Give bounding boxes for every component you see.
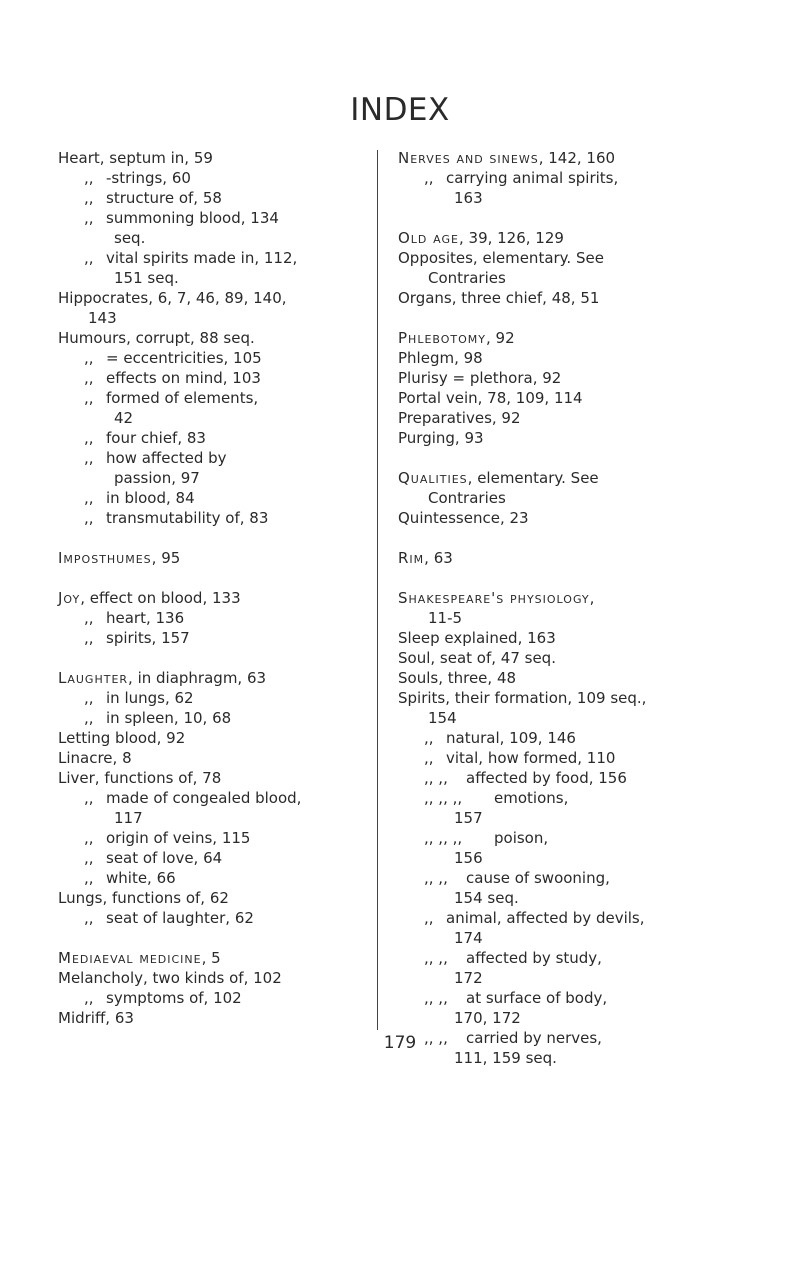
entry-heading: Laughter <box>58 669 129 687</box>
index-entry <box>58 428 348 448</box>
entry-text: at surface of body, <box>466 989 608 1007</box>
entry-text: in blood, 84 <box>106 489 195 507</box>
entry-text: poison, <box>494 829 549 847</box>
entry-continuation: 154 <box>428 709 457 727</box>
entry-continuation: 157 <box>454 809 483 827</box>
ditto-mark: ,, <box>84 209 94 227</box>
index-entry <box>398 368 698 388</box>
entry-heading: Imposthumes <box>58 549 152 567</box>
ditto-mark: ,, <box>84 509 94 527</box>
entry-heading: Qualities <box>398 469 468 487</box>
ditto-mark: ,, ,, <box>424 949 448 967</box>
index-entry <box>398 228 698 248</box>
index-entry <box>398 868 698 908</box>
index-entry <box>398 168 698 208</box>
index-entry <box>398 688 698 728</box>
index-entry <box>58 908 348 928</box>
ditto-mark: ,, <box>84 629 94 647</box>
index-entry <box>398 728 698 748</box>
entry-heading: Rim <box>398 549 425 567</box>
entry-text: , effect on blood, 133 <box>80 589 241 607</box>
index-entry <box>58 1008 348 1028</box>
ditto-mark: ,, ,, ,, <box>424 789 463 807</box>
entry-text: , <box>589 589 595 607</box>
ditto-mark: ,, <box>84 349 94 367</box>
entry-heading: Nerves and sinews <box>398 149 539 167</box>
entry-text: effects on mind, 103 <box>106 369 261 387</box>
index-entry <box>398 908 698 948</box>
entry-text: spirits, 157 <box>106 629 190 647</box>
index-entry <box>398 948 698 988</box>
entry-text: Hippocrates, 6, 7, 46, 89, 140, <box>58 289 287 307</box>
entry-text: , elementary. See <box>467 469 599 487</box>
entry-text: Opposites, elementary. See <box>398 249 604 267</box>
entry-heading: Phlebotomy <box>398 329 486 347</box>
entry-text: formed of elements, <box>106 389 259 407</box>
index-entry <box>398 148 698 168</box>
ditto-mark: ,, <box>84 369 94 387</box>
index-entry <box>398 548 698 568</box>
entry-text: Purging, 93 <box>398 429 484 447</box>
index-entry <box>58 508 348 528</box>
entry-text: carrying animal spirits, <box>446 169 619 187</box>
index-entry <box>58 368 348 388</box>
ditto-mark: ,, <box>84 429 94 447</box>
index-entry <box>398 408 698 428</box>
ditto-mark: ,, <box>84 989 94 1007</box>
entry-text: affected by study, <box>466 949 602 967</box>
index-entry <box>398 468 698 508</box>
index-entry <box>58 488 348 508</box>
entry-continuation: 163 <box>454 189 483 207</box>
section-gap <box>398 568 698 588</box>
entry-text: Preparatives, 92 <box>398 409 521 427</box>
entry-continuation: 143 <box>88 309 117 327</box>
index-entry <box>58 708 348 728</box>
entry-continuation: 174 <box>454 929 483 947</box>
entry-continuation: Contraries <box>428 489 506 507</box>
section-gap <box>398 308 698 328</box>
entry-text: , 95 <box>151 549 181 567</box>
ditto-mark: ,, <box>424 749 434 767</box>
section-gap <box>58 648 348 668</box>
index-entry <box>398 748 698 768</box>
entry-text: Portal vein, 78, 109, 114 <box>398 389 583 407</box>
entry-text: affected by food, 156 <box>466 769 627 787</box>
index-column-right <box>398 148 698 1068</box>
entry-text: = eccentricities, 105 <box>106 349 262 367</box>
entry-text: animal, affected by devils, <box>446 909 645 927</box>
entry-text: Humours, corrupt, 88 seq. <box>58 329 255 347</box>
index-entry <box>58 588 348 608</box>
entry-text: , 39, 126, 129 <box>458 229 564 247</box>
index-entry <box>58 148 348 168</box>
entry-text: -strings, 60 <box>106 169 191 187</box>
index-entry <box>58 388 348 428</box>
entry-text: symptoms of, 102 <box>106 989 242 1007</box>
entry-heading: Joy <box>58 589 81 607</box>
entry-text: natural, 109, 146 <box>446 729 576 747</box>
entry-continuation: 117 <box>114 809 143 827</box>
index-entry <box>58 328 348 348</box>
index-column-left <box>58 148 348 1028</box>
index-entry <box>398 348 698 368</box>
entry-heading: Shakespeare's physiology <box>398 589 590 607</box>
ditto-mark: ,, ,, <box>424 1029 448 1047</box>
entry-text: , 142, 160 <box>538 149 616 167</box>
ditto-mark: ,, <box>424 729 434 747</box>
index-entry <box>58 888 348 908</box>
ditto-mark: ,, ,, <box>424 769 448 787</box>
entry-continuation: 154 seq. <box>454 889 519 907</box>
entry-text: Quintessence, 23 <box>398 509 529 527</box>
entry-text: white, 66 <box>106 869 176 887</box>
entry-text: four chief, 83 <box>106 429 206 447</box>
page-number: 179 <box>383 1033 417 1053</box>
index-entry <box>398 648 698 668</box>
index-entry <box>58 668 348 688</box>
section-gap <box>58 568 348 588</box>
entry-text: Plurisy = plethora, 92 <box>398 369 562 387</box>
entry-continuation: 172 <box>454 969 483 987</box>
entry-text: made of congealed blood, <box>106 789 302 807</box>
index-entry <box>398 828 698 868</box>
entry-heading: Mediaeval medicine <box>58 949 202 967</box>
index-entry <box>398 788 698 828</box>
entry-text: in lungs, 62 <box>106 689 194 707</box>
entry-text: Spirits, their formation, 109 seq., <box>398 689 647 707</box>
entry-text: Liver, functions of, 78 <box>58 769 222 787</box>
entry-text: , in diaphragm, 63 <box>128 669 267 687</box>
index-entry <box>398 248 698 288</box>
entry-text: Sleep explained, 163 <box>398 629 556 647</box>
page-title: INDEX <box>350 92 450 128</box>
index-entry <box>58 448 348 488</box>
ditto-mark: ,, ,, ,, <box>424 829 463 847</box>
entry-text: Linacre, 8 <box>58 749 132 767</box>
ditto-mark: ,, <box>84 909 94 927</box>
section-gap <box>58 928 348 948</box>
entry-text: seat of love, 64 <box>106 849 223 867</box>
index-entry <box>58 968 348 988</box>
index-entry <box>58 248 348 288</box>
index-entry <box>58 768 348 788</box>
ditto-mark: ,, <box>84 389 94 407</box>
entry-text: , 63 <box>424 549 453 567</box>
entry-text: , 5 <box>201 949 221 967</box>
index-entry <box>398 388 698 408</box>
ditto-mark: ,, ,, <box>424 989 448 1007</box>
entry-text: vital, how formed, 110 <box>446 749 616 767</box>
column-divider <box>377 150 378 1030</box>
entry-continuation: passion, 97 <box>114 469 200 487</box>
index-entry <box>58 688 348 708</box>
ditto-mark: ,, <box>84 189 94 207</box>
entry-text: Letting blood, 92 <box>58 729 186 747</box>
entry-text: in spleen, 10, 68 <box>106 709 232 727</box>
entry-continuation: 156 <box>454 849 483 867</box>
entry-text: heart, 136 <box>106 609 185 627</box>
entry-text: Midriff, 63 <box>58 1009 134 1027</box>
entry-text: emotions, <box>494 789 569 807</box>
section-gap <box>398 448 698 468</box>
index-entry <box>58 168 348 188</box>
ditto-mark: ,, <box>84 689 94 707</box>
ditto-mark: ,, <box>424 909 434 927</box>
entry-text: Soul, seat of, 47 seq. <box>398 649 556 667</box>
entry-text: transmutability of, 83 <box>106 509 269 527</box>
index-entry <box>58 548 348 568</box>
entry-heading: Old age <box>398 229 459 247</box>
section-gap <box>398 528 698 548</box>
ditto-mark: ,, ,, <box>424 869 448 887</box>
index-entry <box>58 728 348 748</box>
ditto-mark: ,, <box>84 789 94 807</box>
ditto-mark: ,, <box>84 489 94 507</box>
entry-text: origin of veins, 115 <box>106 829 251 847</box>
index-entry <box>58 748 348 768</box>
entry-text: vital spirits made in, 112, <box>106 249 298 267</box>
index-entry <box>58 988 348 1008</box>
entry-continuation: 151 seq. <box>114 269 179 287</box>
index-entry <box>58 188 348 208</box>
index-entry <box>58 608 348 628</box>
entry-text: seat of laughter, 62 <box>106 909 254 927</box>
ditto-mark: ,, <box>84 449 94 467</box>
entry-text: Melancholy, two kinds of, 102 <box>58 969 282 987</box>
entry-continuation: 170, 172 <box>454 1009 521 1027</box>
index-entry <box>398 428 698 448</box>
index-entry <box>58 628 348 648</box>
index-entry <box>398 508 698 528</box>
entry-text: Lungs, functions of, 62 <box>58 889 229 907</box>
entry-text: Organs, three chief, 48, 51 <box>398 289 600 307</box>
index-entry <box>398 588 698 628</box>
index-entry <box>398 288 698 308</box>
index-entry <box>58 788 348 828</box>
index-entry <box>58 868 348 888</box>
index-entry <box>58 948 348 968</box>
entry-text: Souls, three, 48 <box>398 669 517 687</box>
ditto-mark: ,, <box>84 869 94 887</box>
entry-text: Phlegm, 98 <box>398 349 483 367</box>
index-entry <box>58 208 348 248</box>
entry-continuation: 42 <box>114 409 134 427</box>
ditto-mark: ,, <box>84 849 94 867</box>
entry-text: structure of, 58 <box>106 189 222 207</box>
entry-text: how affected by <box>106 449 227 467</box>
section-gap <box>58 528 348 548</box>
ditto-mark: ,, <box>424 169 434 187</box>
index-entry <box>398 988 698 1028</box>
section-gap <box>398 208 698 228</box>
entry-text: cause of swooning, <box>466 869 610 887</box>
entry-text: summoning blood, 134 <box>106 209 279 227</box>
entry-text: Heart, septum in, 59 <box>58 149 213 167</box>
index-entry <box>398 628 698 648</box>
entry-text: carried by nerves, <box>466 1029 602 1047</box>
entry-continuation: 11-5 <box>428 609 463 627</box>
index-entry <box>58 848 348 868</box>
ditto-mark: ,, <box>84 829 94 847</box>
ditto-mark: ,, <box>84 249 94 267</box>
index-entry <box>398 328 698 348</box>
index-entry <box>58 348 348 368</box>
ditto-mark: ,, <box>84 709 94 727</box>
index-entry <box>58 828 348 848</box>
entry-text: , 92 <box>486 329 515 347</box>
index-entry <box>398 668 698 688</box>
ditto-mark: ,, <box>84 609 94 627</box>
index-entry <box>398 768 698 788</box>
index-entry <box>58 288 348 328</box>
entry-continuation: 111, 159 seq. <box>454 1049 557 1067</box>
entry-continuation: seq. <box>114 229 146 247</box>
ditto-mark: ,, <box>84 169 94 187</box>
entry-continuation: Contraries <box>428 269 506 287</box>
